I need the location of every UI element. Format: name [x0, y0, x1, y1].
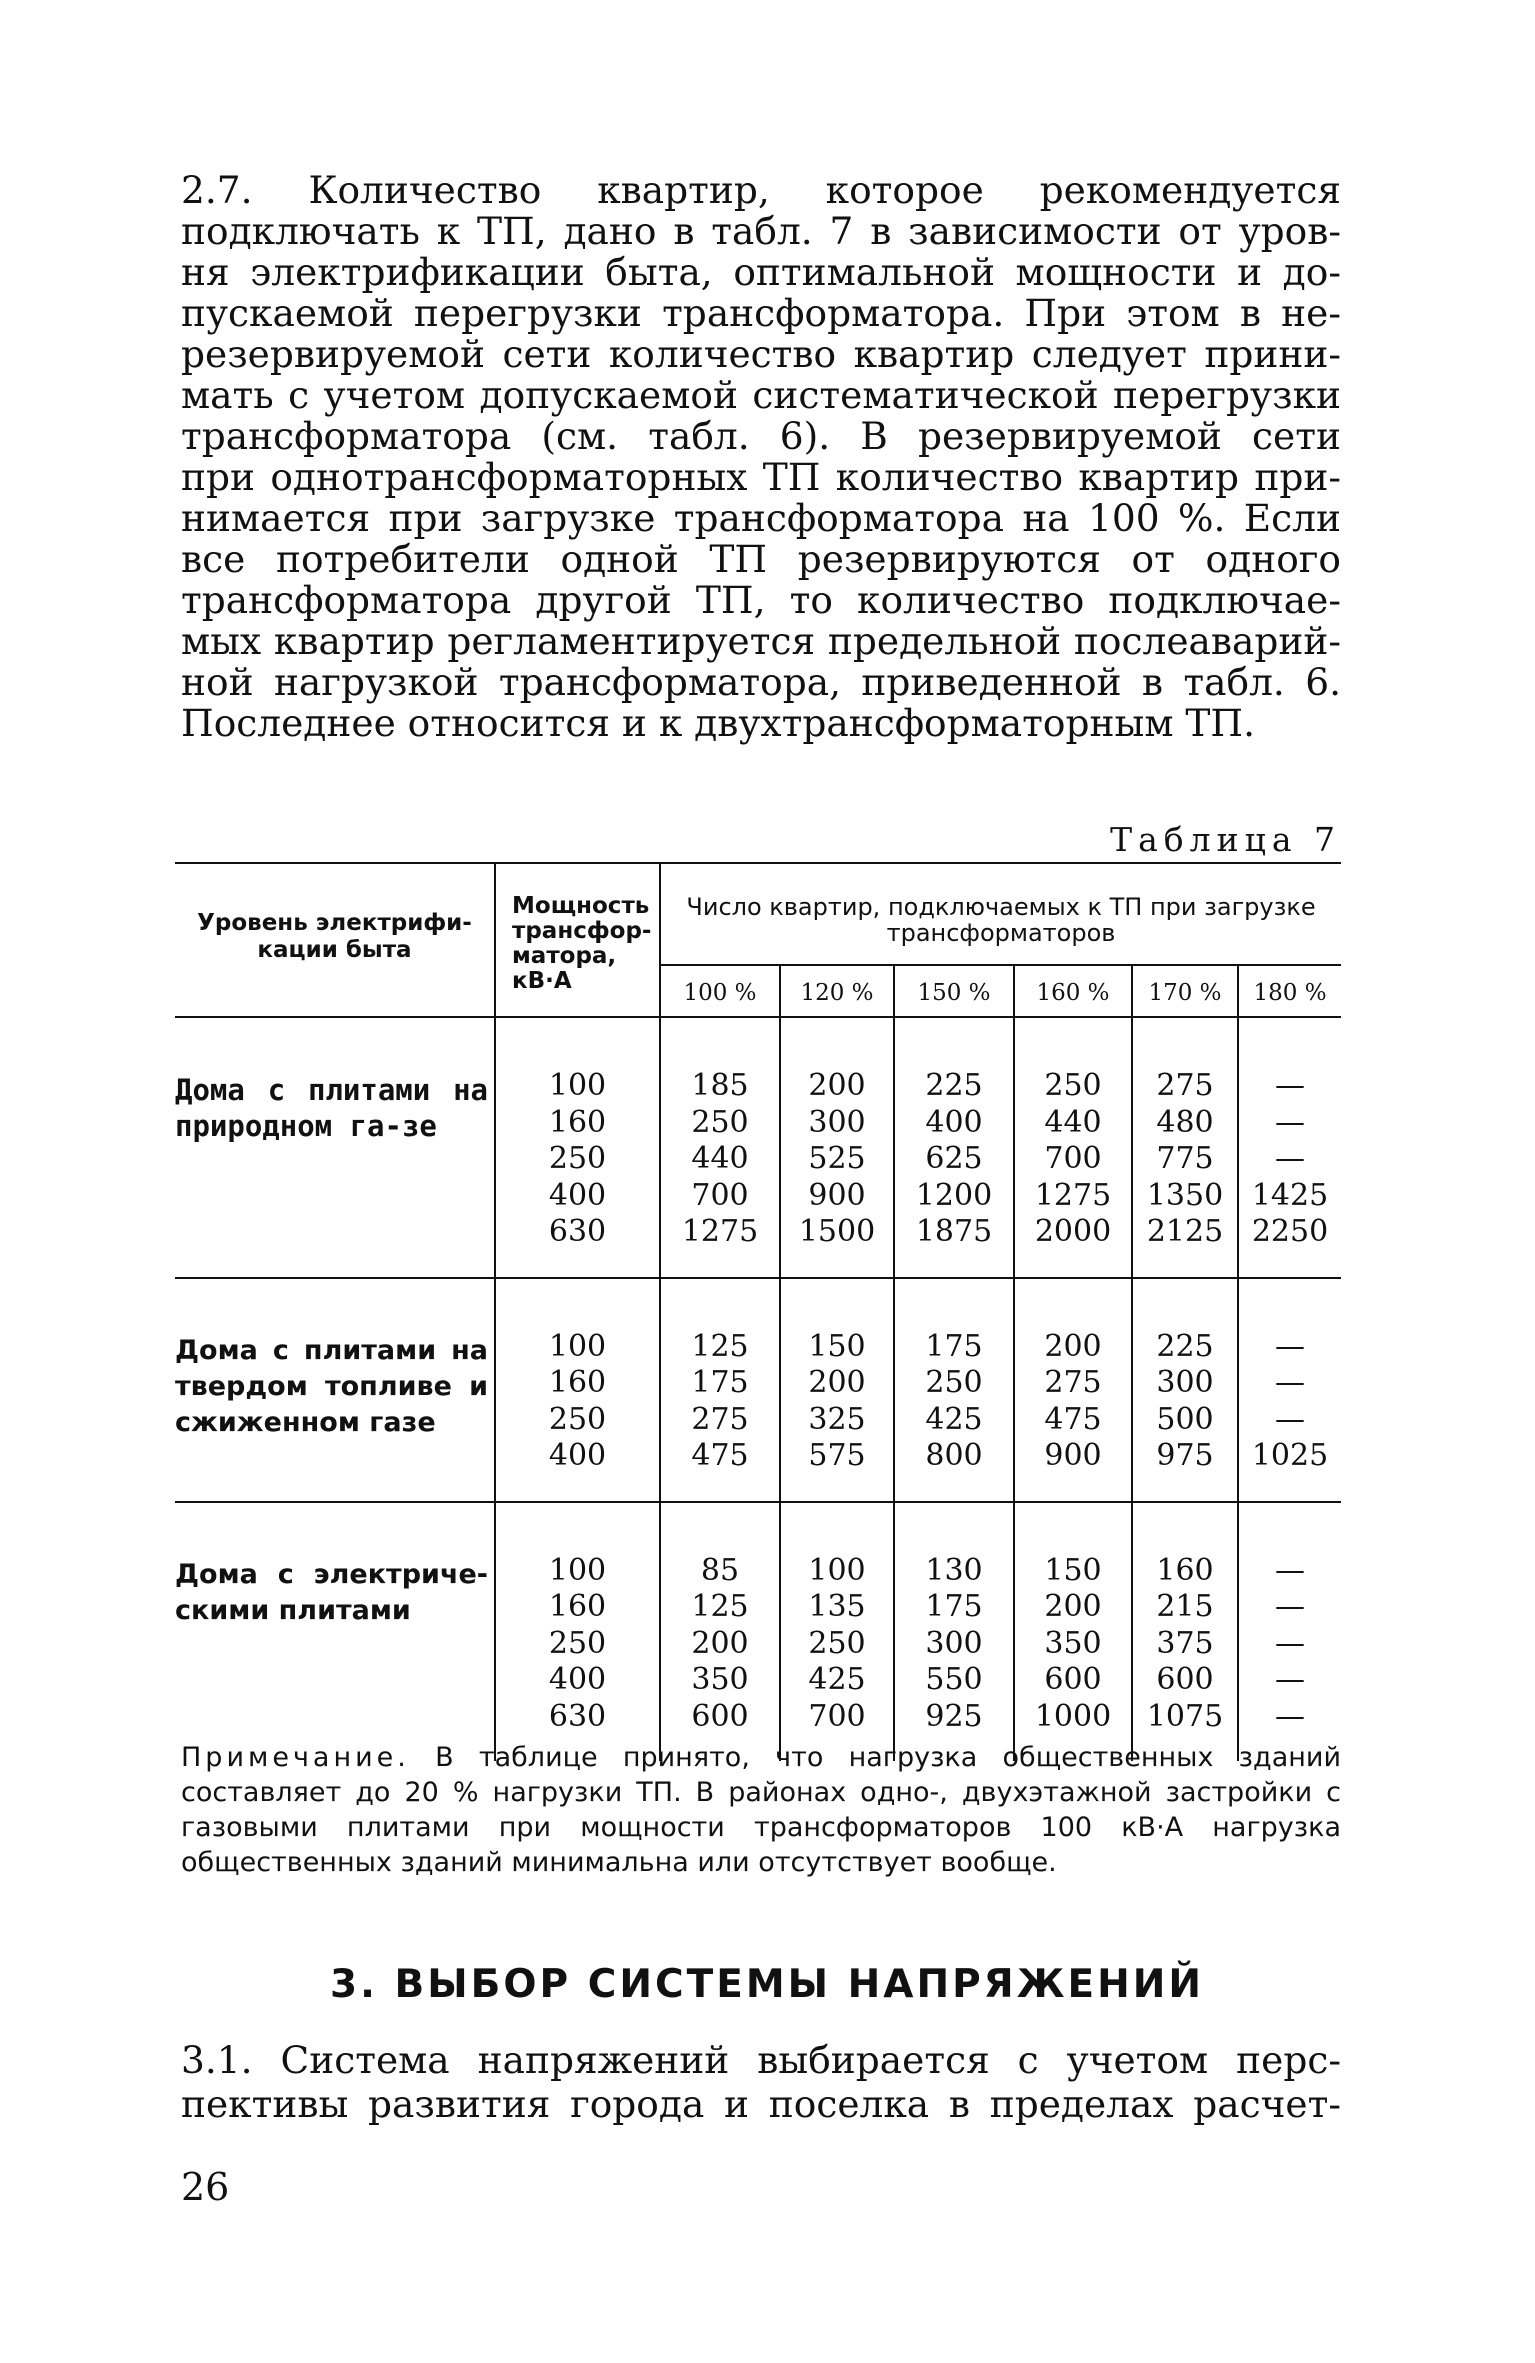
cell-value: 150	[808, 1328, 866, 1364]
cell-value: 85	[700, 1552, 740, 1588]
cell-value: 325	[808, 1401, 866, 1437]
paragraph-line: подключать к ТП, дано в табл. 7 в зависимости от уров-	[181, 209, 1341, 253]
cell-value: 275	[1156, 1068, 1214, 1103]
paragraph-line: трансформатора другой ТП, то количество подключае-	[181, 578, 1341, 622]
cell-value: 1275	[681, 1214, 759, 1249]
paragraph-line: трансформатора (см. табл. 6). В резервируемой сети	[181, 414, 1341, 458]
cell-value: 440	[691, 1141, 749, 1176]
power-value: 400	[548, 1662, 607, 1697]
value-column	[1014, 1017, 1132, 1278]
cell-value: 700	[1044, 1141, 1102, 1176]
power-value: 250	[548, 1141, 607, 1176]
value-column	[1014, 1502, 1132, 1762]
power-value: 100	[548, 1552, 607, 1588]
value-column	[780, 1502, 894, 1762]
table-row	[175, 1017, 1341, 1278]
value-column	[780, 1017, 894, 1278]
power-value: 100	[548, 1068, 607, 1103]
cell-value: 200	[691, 1625, 749, 1661]
category-cell: Дома с плитами на природном га-зе	[175, 1073, 488, 1143]
power-value: 250	[548, 1401, 607, 1437]
category-cell: Дома с плитами на твердом топливе и сжиженном газе	[175, 1278, 495, 1502]
note-text: В таблице принято, что нагрузка общественных зданий составляет до 20 % нагрузки ТП. В районах одно-, двухэтажной застройки с газовыми плитами при мощности трансформаторов 100 кВ·А нагрузка общественных зданий минимальна или отсутствует вообще.	[181, 1742, 1341, 1878]
section-paragraph	[181, 2038, 1341, 2126]
cell-value: 1200	[915, 1177, 993, 1213]
cell-value: —	[1275, 1662, 1306, 1697]
cell-value: —	[1275, 1328, 1306, 1364]
table-row	[175, 1278, 1341, 1502]
power-value: 100	[548, 1328, 607, 1364]
cell-value: 525	[808, 1141, 866, 1176]
cell-value: —	[1275, 1068, 1306, 1103]
value-column	[660, 1278, 780, 1502]
cell-value: 250	[1044, 1068, 1102, 1103]
paragraph-line: пускаемой перегрузки трансформатора. При этом в не-	[181, 291, 1341, 335]
cell-value: 250	[808, 1625, 866, 1661]
cell-value: 300	[808, 1104, 866, 1140]
cell-value: 135	[808, 1589, 866, 1624]
cell-value: 625	[925, 1141, 983, 1176]
table-note	[181, 1740, 1341, 1880]
power-column	[495, 1278, 660, 1502]
cell-value: 175	[925, 1328, 983, 1364]
data-table	[175, 862, 1341, 1761]
cell-value: 1875	[915, 1214, 993, 1249]
cell-value: 225	[1156, 1328, 1214, 1364]
power-value: 160	[548, 1589, 607, 1624]
cell-value: —	[1275, 1625, 1306, 1661]
header-power: Мощность трансфор-матора, кВ·А	[495, 863, 660, 1017]
cell-value: 200	[1044, 1328, 1102, 1364]
power-value: 630	[548, 1214, 607, 1249]
paragraph-line: мать с учетом допускаемой систематической перегрузки	[181, 373, 1341, 417]
category-cell: Дома с электриче-скими плитами	[175, 1502, 495, 1762]
cell-value: 600	[691, 1698, 749, 1734]
paragraph-line: при однотрансформаторных ТП количество квартир при-	[181, 455, 1341, 499]
cell-value: 425	[925, 1401, 983, 1437]
cell-value: 200	[1044, 1589, 1102, 1624]
value-column	[1132, 1502, 1238, 1762]
intro-paragraph	[181, 170, 1341, 744]
power-value: 630	[548, 1698, 607, 1734]
header-percent: 170 %	[1132, 965, 1238, 1017]
value-column	[1014, 1278, 1132, 1502]
cell-value: 100	[808, 1552, 866, 1588]
cell-value: 275	[691, 1401, 749, 1437]
value-column	[1238, 1278, 1341, 1502]
cell-value: —	[1275, 1104, 1306, 1140]
cell-value: 175	[691, 1365, 749, 1400]
cell-value: 160	[1156, 1552, 1214, 1588]
value-column	[1238, 1502, 1341, 1762]
cell-value: 275	[1044, 1365, 1102, 1400]
cell-value: —	[1275, 1589, 1306, 1624]
cell-value: 1500	[798, 1214, 876, 1249]
cell-value: 350	[1044, 1625, 1102, 1661]
cell-value: —	[1275, 1401, 1306, 1437]
cell-value: 1075	[1146, 1698, 1224, 1734]
power-column	[495, 1017, 660, 1278]
section-title: 3. ВЫБОР СИСТЕМЫ НАПРЯЖЕНИЙ	[330, 1962, 1205, 2007]
cell-value: 425	[808, 1662, 866, 1697]
cell-value: 575	[808, 1438, 866, 1473]
cell-value: 500	[1156, 1401, 1214, 1437]
cell-value: 975	[1156, 1438, 1214, 1473]
header-percent: 120 %	[780, 965, 894, 1017]
cell-value: 200	[808, 1068, 866, 1103]
power-value: 400	[548, 1177, 607, 1213]
paragraph-line: ня электрификации быта, оптимальной мощности и до-	[181, 250, 1341, 294]
paragraph-line: Последнее относится и к двухтрансформаторным ТП.	[181, 701, 1256, 745]
header-percent: 150 %	[894, 965, 1014, 1017]
value-column	[1132, 1017, 1238, 1278]
cell-value: 1275	[1034, 1177, 1112, 1213]
cell-value: 200	[808, 1365, 866, 1400]
cell-value: 2000	[1034, 1214, 1112, 1249]
cell-value: 130	[925, 1552, 983, 1588]
cell-value: 400	[925, 1104, 983, 1140]
power-value: 160	[548, 1365, 607, 1400]
paragraph-line: все потребители одной ТП резервируются от одного	[181, 537, 1341, 581]
cell-value: 225	[925, 1068, 983, 1103]
cell-value: 250	[691, 1104, 749, 1140]
paragraph-line: 3.1. Система напряжений выбирается с учетом перс-	[181, 2038, 1341, 2082]
cell-value: 480	[1156, 1104, 1214, 1140]
power-value: 160	[548, 1104, 607, 1140]
header-level: Уровень электрифи-кации быта	[175, 863, 495, 1017]
cell-value: 2250	[1251, 1214, 1329, 1249]
cell-value: 185	[691, 1068, 749, 1103]
value-column	[894, 1502, 1014, 1762]
cell-value: 375	[1156, 1625, 1214, 1661]
value-column	[1238, 1017, 1341, 1278]
power-value: 400	[548, 1438, 607, 1473]
cell-value: —	[1275, 1141, 1306, 1176]
cell-value: 1025	[1251, 1438, 1329, 1473]
value-column	[660, 1017, 780, 1278]
cell-value: 125	[691, 1589, 749, 1624]
cell-value: 300	[1156, 1365, 1214, 1400]
cell-value: 215	[1156, 1589, 1214, 1624]
header-percent: 160 %	[1014, 965, 1132, 1017]
cell-value: —	[1275, 1552, 1306, 1588]
cell-value: 2125	[1146, 1214, 1224, 1249]
cell-value: 900	[1044, 1438, 1102, 1473]
cell-value: 150	[1044, 1552, 1102, 1588]
header-group: Число квартир, подключаемых к ТП при загрузке трансформаторов	[660, 863, 1341, 965]
cell-value: 125	[691, 1328, 749, 1364]
value-column	[660, 1502, 780, 1762]
paragraph-line: 2.7. Количество квартир, которое рекомендуется	[181, 168, 1341, 212]
cell-value: 600	[1156, 1662, 1214, 1697]
value-column	[780, 1278, 894, 1502]
cell-value: 775	[1156, 1141, 1214, 1176]
cell-value: 250	[925, 1365, 983, 1400]
table-row	[175, 1502, 1341, 1762]
cell-value: 300	[925, 1625, 983, 1661]
cell-value: 800	[925, 1438, 983, 1473]
value-column	[894, 1278, 1014, 1502]
cell-value: 925	[925, 1698, 983, 1734]
header-percent: 180 %	[1238, 965, 1341, 1017]
cell-value: 475	[1044, 1401, 1102, 1437]
paragraph-line: ной нагрузкой трансформатора, приведенной в табл. 6.	[181, 660, 1341, 704]
cell-value: 350	[691, 1662, 749, 1697]
value-column	[894, 1017, 1014, 1278]
cell-value: 550	[925, 1662, 983, 1697]
cell-value: 1425	[1251, 1177, 1329, 1213]
table-caption: Таблица 7	[1110, 820, 1341, 859]
cell-value: 440	[1044, 1104, 1102, 1140]
cell-value: —	[1275, 1365, 1306, 1400]
power-value: 250	[548, 1625, 607, 1661]
page-number: 26	[181, 2165, 230, 2209]
cell-value: 700	[808, 1698, 866, 1734]
cell-value: 1000	[1034, 1698, 1112, 1734]
paragraph-line: нимается при загрузке трансформатора на 100 %. Если	[181, 496, 1341, 540]
cell-value: 175	[925, 1589, 983, 1624]
cell-value: 700	[691, 1177, 749, 1213]
paragraph-line: пективы развития города и поселка в пределах расчет-	[181, 2082, 1341, 2126]
value-column	[1132, 1278, 1238, 1502]
cell-value: 900	[808, 1177, 866, 1213]
paragraph-line: мых квартир регламентируется предельной послеаварий-	[181, 619, 1341, 663]
cell-value: 475	[691, 1438, 749, 1473]
note-label: Примечание.	[181, 1742, 410, 1773]
cell-value: —	[1275, 1698, 1306, 1734]
cell-value: 600	[1044, 1662, 1102, 1697]
power-column	[495, 1502, 660, 1762]
cell-value: 1350	[1146, 1177, 1224, 1213]
header-percent: 100 %	[660, 965, 780, 1017]
paragraph-line: резервируемой сети количество квартир следует прини-	[181, 332, 1341, 376]
